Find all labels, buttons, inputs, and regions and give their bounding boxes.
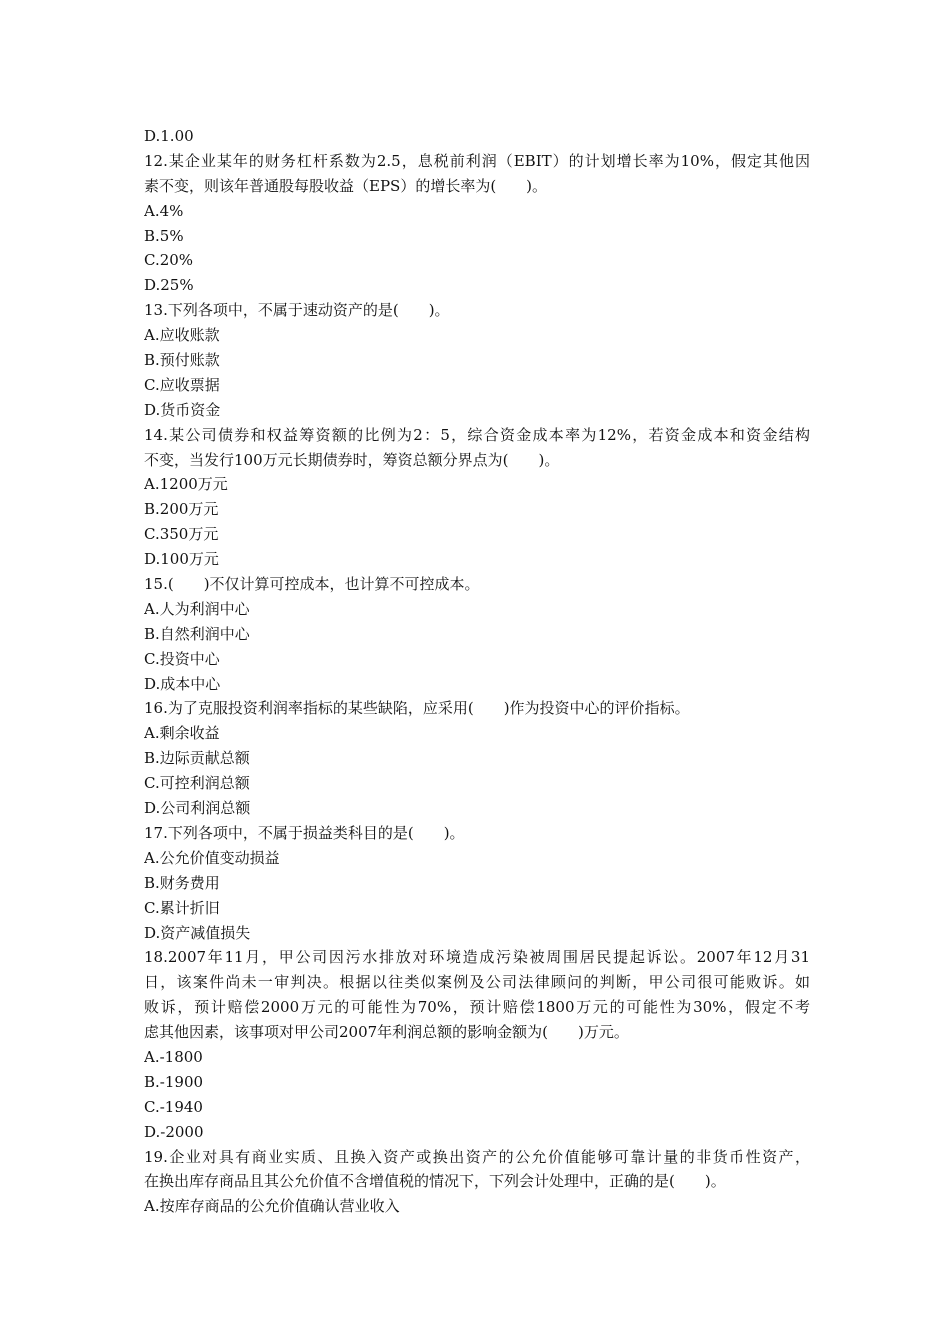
answer-option: D.公司利润总额 (144, 799, 251, 818)
question-text-line: 不变，当发行100万元长期债券时，筹资总额分界点为( )。 (144, 450, 560, 469)
answer-option: C.350万元 (144, 525, 219, 544)
answer-option: A.剩余收益 (144, 724, 220, 743)
answer-option: B.自然利润中心 (144, 624, 250, 643)
question-text-line: 虑其他因素，该事项对甲公司2007年利润总额的影响金额为( )万元。 (144, 1023, 629, 1042)
answer-option: C.-1940 (144, 1097, 203, 1116)
answer-option: C.投资中心 (144, 649, 220, 668)
question-text-line: 在换出库存商品且其公允价值不含增值税的情况下，下列会计处理中，正确的是( )。 (144, 1172, 726, 1191)
answer-option: C.20% (144, 251, 194, 270)
answer-option: D.1.00 (144, 127, 194, 145)
answer-option: B.5% (144, 226, 184, 245)
answer-option: B.预付账款 (144, 351, 220, 370)
answer-option: A.公允价值变动损益 (144, 848, 280, 867)
question-text-line: 日，该案件尚未一审判决。根据以往类似案例及公司法律顾问的判断，甲公司很可能败诉。如 (144, 973, 810, 992)
answer-option: B.边际贡献总额 (144, 749, 250, 768)
answer-option: D.100万元 (144, 550, 219, 569)
question-text-line: 17.下列各项中，不属于损益类科目的是( )。 (144, 823, 465, 842)
answer-option: D.-2000 (144, 1122, 204, 1141)
question-text-line: 16.为了克服投资利润率指标的某些缺陷，应采用( )作为投资中心的评价指标。 (144, 699, 690, 718)
answer-option: A.按库存商品的公允价值确认营业收入 (144, 1197, 400, 1216)
question-text-line: 14.某公司债券和权益筹资额的比例为2：5，综合资金成本率为12%，若资金成本和资金结构 (144, 425, 810, 444)
answer-option: B.200万元 (144, 500, 219, 519)
answer-option: A.应收账款 (144, 326, 220, 345)
answer-option: C.累计折旧 (144, 898, 220, 917)
answer-option: A.1200万元 (144, 475, 228, 494)
answer-option: A.人为利润中心 (144, 599, 250, 618)
question-text-line: 13.下列各项中，不属于速动资产的是( )。 (144, 301, 450, 320)
question-text-line: 18.2007年11月，甲公司因污水排放对环境造成污染被周围居民提起诉讼。2007年12月31 (144, 948, 810, 967)
answer-option: D.25% (144, 276, 194, 295)
answer-option: A.4% (144, 201, 184, 220)
answer-option: D.成本中心 (144, 674, 221, 693)
answer-option: D.货币资金 (144, 400, 221, 419)
question-text-line: 素不变，则该年普通股每股收益（EPS）的增长率为( )。 (144, 176, 548, 195)
answer-option: B.财务费用 (144, 873, 220, 892)
answer-option: C.应收票据 (144, 375, 220, 394)
question-text-line: 19.企业对具有商业实质、且换入资产或换出资产的公允价值能够可靠计量的非货币性资产， (144, 1147, 810, 1166)
document-page (144, 124, 810, 1219)
answer-option: A.-1800 (144, 1047, 203, 1066)
answer-option: B.-1900 (144, 1072, 204, 1091)
answer-option: D.资产减值损失 (144, 923, 251, 942)
question-text-line: 12.某企业某年的财务杠杆系数为2.5，息税前利润（EBIT）的计划增长率为10%，假定其他因 (144, 151, 810, 170)
answer-option: C.可控利润总额 (144, 774, 250, 793)
question-text-line: 败诉，预计赔偿2000万元的可能性为70%，预计赔偿1800万元的可能性为30%，假定不考 (144, 998, 810, 1017)
question-text-line: 15.( )不仅计算可控成本，也计算不可控成本。 (144, 575, 480, 594)
